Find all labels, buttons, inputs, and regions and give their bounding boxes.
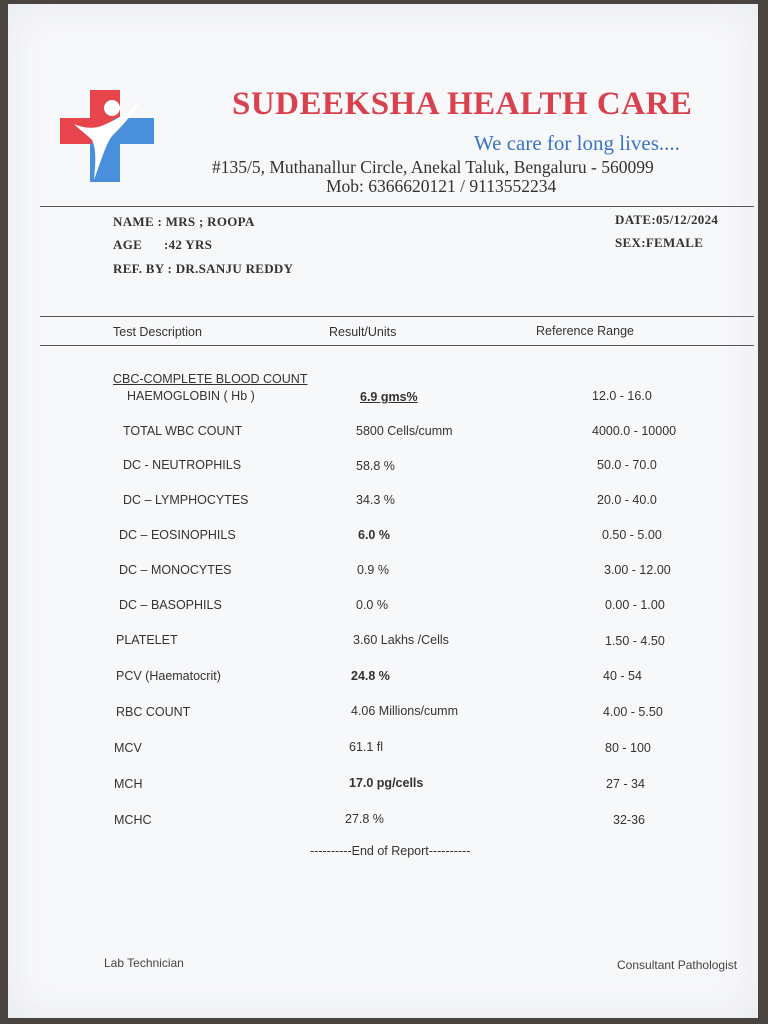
header-reference-range: Reference Range (536, 324, 634, 338)
table-row-result: 61.1 fl (349, 740, 384, 754)
table-row-result: 6.0 % (358, 528, 390, 542)
table-row-test: PCV (Haematocrit) (116, 669, 221, 683)
lab-technician-label: Lab Technician (104, 956, 184, 970)
table-row-test: TOTAL WBC COUNT (123, 424, 243, 438)
table-row-test: DC – BASOPHILS (119, 598, 222, 612)
table-row-test: MCV (114, 741, 142, 755)
table-row-range: 0.50 - 5.00 (602, 528, 662, 542)
table-row-test: MCHC (114, 813, 152, 827)
health-cross-logo-icon (54, 84, 166, 188)
table-row-range: 32-36 (613, 813, 645, 827)
table-row-result: 0.0 % (356, 598, 388, 612)
table-header-divider (40, 345, 754, 346)
header-result-units: Result/Units (329, 325, 397, 339)
end-of-report: ----------End of Report---------- (310, 844, 471, 858)
table-row-range: 4.00 - 5.50 (603, 705, 663, 719)
table-row-range: 0.00 - 1.00 (605, 598, 665, 612)
table-row-range: 12.0 - 16.0 (592, 389, 652, 403)
tagline: We care for long lives.... (474, 131, 680, 155)
clinic-address: #135/5, Muthanallur Circle, Anekal Taluk, Bengaluru - 560099 (212, 157, 654, 177)
table-row-result: 58.8 % (356, 459, 395, 473)
table-row-result: 3.60 Lakhs /Cells (353, 633, 449, 647)
table-row-test: PLATELET (116, 633, 178, 647)
table-row-test: HAEMOGLOBIN ( Hb ) (127, 389, 255, 403)
table-row-test: DC – EOSINOPHILS (119, 528, 236, 542)
patient-sex: SEX:FEMALE (615, 235, 704, 250)
table-top-divider (40, 316, 754, 317)
table-row-result: 0.9 % (357, 563, 389, 577)
table-row-result: 24.8 % (351, 669, 390, 683)
table-row-range: 50.0 - 70.0 (597, 458, 657, 472)
clinic-name: SUDEEKSHA HEALTH CARE (232, 86, 693, 122)
header-divider (40, 206, 754, 207)
referred-by: REF. BY : DR.SANJU REDDY (113, 261, 294, 276)
report-date: DATE:05/12/2024 (615, 212, 719, 227)
patient-name: NAME : MRS ; ROOPA (113, 214, 255, 229)
table-row-result: 4.06 Millions/cumm (351, 704, 458, 718)
table-row-test: RBC COUNT (116, 705, 191, 719)
clinic-phone: Mob: 6366620121 / 9113552234 (326, 176, 557, 196)
table-row-test: DC - NEUTROPHILS (123, 458, 242, 472)
table-row-range: 1.50 - 4.50 (605, 634, 665, 648)
table-row-range: 20.0 - 40.0 (597, 493, 657, 507)
table-row-result: 17.0 pg/cells (349, 776, 424, 790)
table-row-result: 6.9 gms% (360, 390, 418, 404)
table-row-test: MCH (114, 777, 143, 791)
table-row-test: DC – MONOCYTES (119, 563, 232, 577)
table-row-result: 27.8 % (345, 812, 384, 826)
table-row-range: 4000.0 - 10000 (592, 424, 677, 438)
consultant-pathologist-label: Consultant Pathologist (617, 958, 738, 972)
section-title: CBC-COMPLETE BLOOD COUNT (113, 372, 308, 386)
table-row-range: 80 - 100 (605, 741, 651, 755)
table-row-range: 40 - 54 (603, 669, 642, 683)
header-test-description: Test Description (113, 325, 202, 339)
table-row-test: DC – LYMPHOCYTES (123, 493, 249, 507)
table-row-result: 34.3 % (356, 493, 395, 507)
patient-age-label: AGE (113, 237, 143, 252)
table-row-range: 27 - 34 (606, 777, 645, 791)
table-row-result: 5800 Cells/cumm (356, 424, 453, 438)
table-row-range: 3.00 - 12.00 (604, 563, 671, 577)
patient-age: :42 YRS (164, 237, 213, 252)
